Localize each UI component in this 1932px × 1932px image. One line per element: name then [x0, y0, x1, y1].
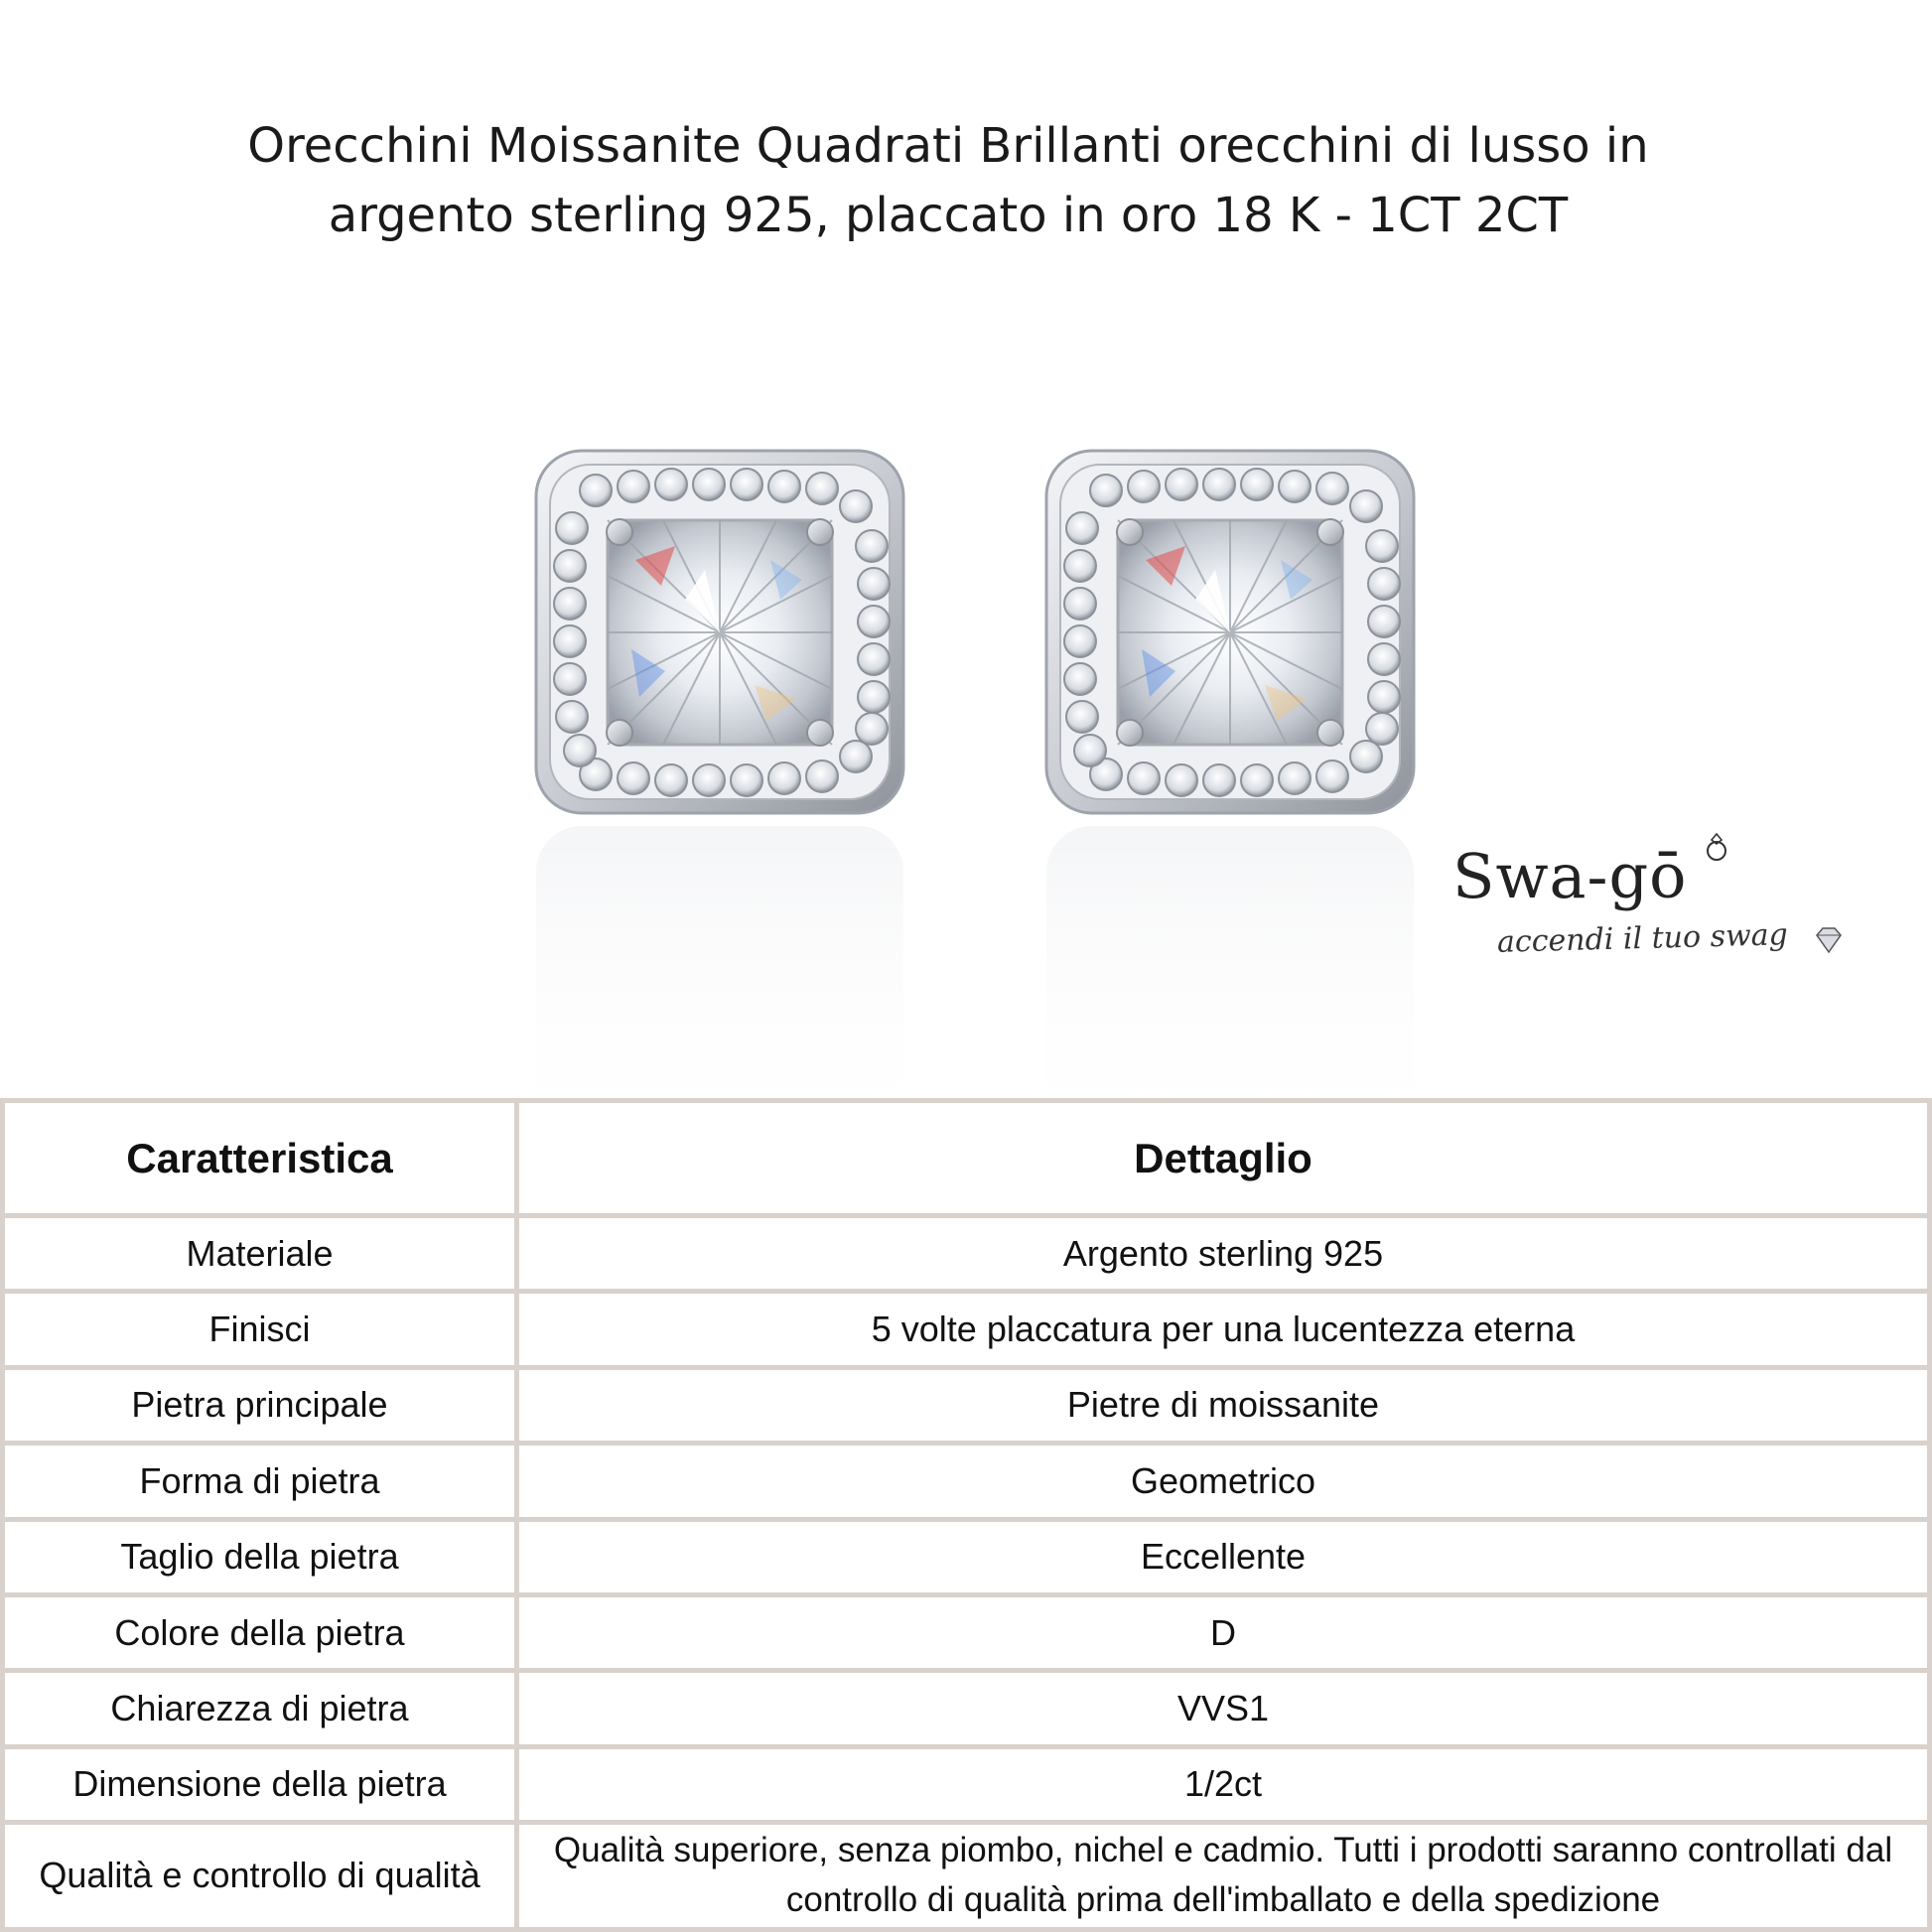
detail-cell: Eccellente [517, 1519, 1930, 1594]
table-row [3, 1367, 1930, 1443]
ring-icon [1702, 832, 1731, 862]
feature-cell: Colore della pietra [3, 1594, 517, 1670]
table-header-row [3, 1101, 1930, 1216]
product-title-line-1: Orecchini Moissanite Quadrati Brillanti orecchini di lusso in [247, 118, 1649, 174]
table-row [3, 1444, 1930, 1519]
specs-table [0, 1098, 1932, 1932]
detail-cell: Argento sterling 925 [517, 1216, 1930, 1292]
feature-cell: Dimensione della pietra [3, 1746, 517, 1822]
table-row [3, 1519, 1930, 1594]
feature-cell: Pietra principale [3, 1367, 517, 1443]
earring-left-icon [536, 451, 903, 813]
brand-name: Swa-gō [1452, 840, 1688, 912]
feature-cell: Taglio della pietra [3, 1519, 517, 1594]
brand-logo [1440, 840, 1857, 969]
detail-cell: D [517, 1594, 1930, 1670]
feature-cell: Chiarezza di pietra [3, 1671, 517, 1746]
detail-cell: Geometrico [517, 1444, 1930, 1519]
table-row [3, 1292, 1930, 1367]
header-caratteristica: Caratteristica [3, 1101, 517, 1216]
diamond-icon [1811, 925, 1847, 955]
table-row [3, 1671, 1930, 1746]
feature-cell: Finisci [3, 1292, 517, 1367]
product-title-line-2: argento sterling 925, placcato in oro 18 K - 1CT 2CT [328, 188, 1569, 243]
earrings-photo [437, 427, 1509, 1181]
feature-cell: Forma di pietra [3, 1444, 517, 1519]
feature-cell: Qualità e controllo di qualità [3, 1822, 517, 1929]
table-row [3, 1822, 1930, 1929]
detail-cell: VVS1 [517, 1671, 1930, 1746]
feature-cell: Materiale [3, 1216, 517, 1292]
brand-tagline: accendi il tuo swag [1496, 917, 1789, 960]
table-row [3, 1746, 1930, 1822]
detail-cell: Qualità superiore, senza piombo, nichel e cadmio. Tutti i prodotti saranno controllati dal controllo di qualità prima dell'imballato e della spedizione [517, 1822, 1930, 1929]
detail-cell: 1/2ct [517, 1746, 1930, 1822]
product-title [199, 111, 1698, 250]
table-row [3, 1594, 1930, 1670]
header-dettaglio: Dettaglio [517, 1101, 1930, 1216]
table-row [3, 1216, 1930, 1292]
earring-right-icon [1046, 451, 1414, 813]
detail-cell: 5 volte placcatura per una lucentezza eterna [517, 1292, 1930, 1367]
detail-cell: Pietre di moissanite [517, 1367, 1930, 1443]
